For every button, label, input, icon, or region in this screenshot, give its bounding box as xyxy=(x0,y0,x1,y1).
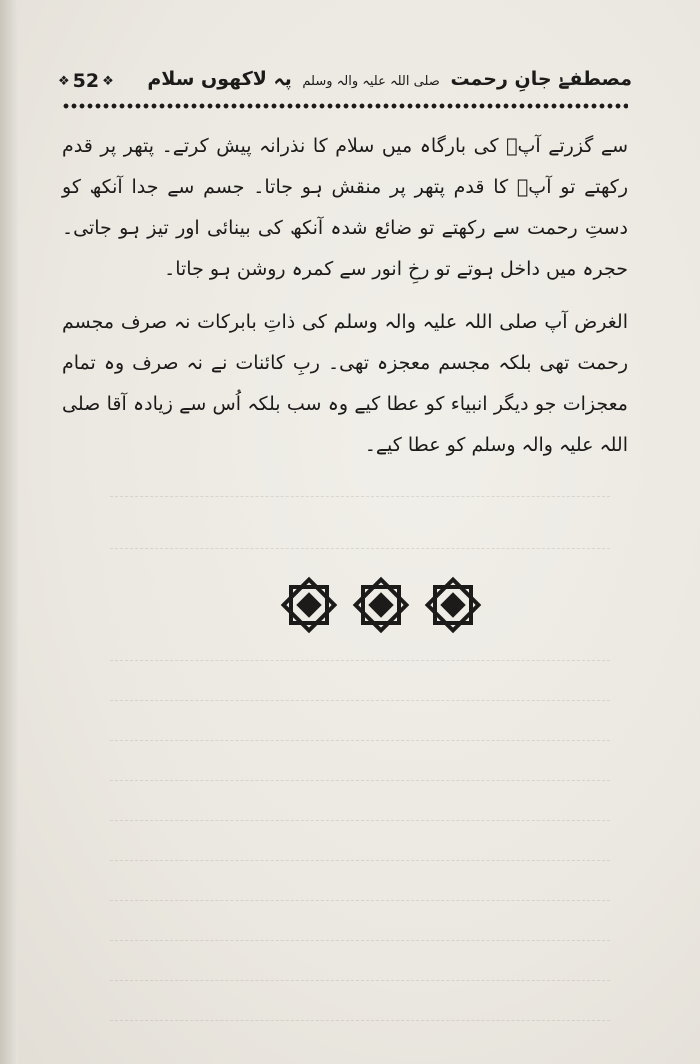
bleed-through-line xyxy=(110,660,610,662)
page-number xyxy=(58,70,114,92)
page-gutter-shadow xyxy=(0,0,18,1064)
bleed-through-line xyxy=(110,548,610,550)
bleed-through-line xyxy=(110,940,610,942)
running-title xyxy=(147,68,632,90)
bleed-through-line xyxy=(110,700,610,702)
bleed-through-line xyxy=(110,780,610,782)
page-number-text: 52 xyxy=(72,70,100,92)
star-rosette-ornament-icon xyxy=(276,572,342,638)
star-rosette-ornament-icon xyxy=(348,572,414,638)
body-text xyxy=(62,126,628,478)
section-divider-ornaments xyxy=(276,572,488,638)
paragraph-1: سے گزرتے آپؐ کی بارگاہ میں سلام کا نذرانہ پیش کرتے۔ پتھر پر قدم رکھتے تو آپؐ کا قدم پتھر پر منقش ہو جاتا۔ جسم سے جدا آنکھ کو دستِ رحمت سے رکھتے تو ضائع شدہ آنکھ کی بینائی اور تیز ہو جاتی۔ حجرہ میں داخل ہوتے تو رخِ انور سے کمرہ روشن ہو جاتا۔ xyxy=(62,135,628,280)
running-title-end: پہ لاکھوں سلام xyxy=(147,68,292,90)
bleed-through-line xyxy=(110,496,610,498)
right-diamond-ornament-icon: ❖ xyxy=(102,73,114,89)
bleed-through-line xyxy=(110,860,610,862)
bleed-through-line xyxy=(110,900,610,902)
bleed-through-line xyxy=(110,820,610,822)
bleed-through-line xyxy=(110,980,610,982)
paragraph-2: الغرض آپ صلی اللہ علیہ والہ وسلم کی ذاتِ بابرکات نہ صرف مجسم رحمت تھی بلکہ مجسم معجزہ تھی۔ ربِ کائنات نے نہ صرف وہ تمام معجزات جو دیگر انبیاء کو عطا کیے وہ سب بلکہ اُس سے زیادہ آقا صلی اللہ علیہ والہ وسلم کو عطا کیے۔ xyxy=(62,311,628,456)
running-title-salutation: صلی اللہ علیہ والہ وسلم xyxy=(302,74,440,89)
running-title-main: مصطفےٰ جانِ رحمت xyxy=(450,68,632,90)
bleed-through-line xyxy=(110,1020,610,1022)
star-rosette-ornament-icon xyxy=(420,572,486,638)
left-diamond-ornament-icon: ❖ xyxy=(58,73,70,89)
dotted-header-rule xyxy=(62,102,628,110)
page-header xyxy=(58,66,632,106)
bleed-through-line xyxy=(110,740,610,742)
